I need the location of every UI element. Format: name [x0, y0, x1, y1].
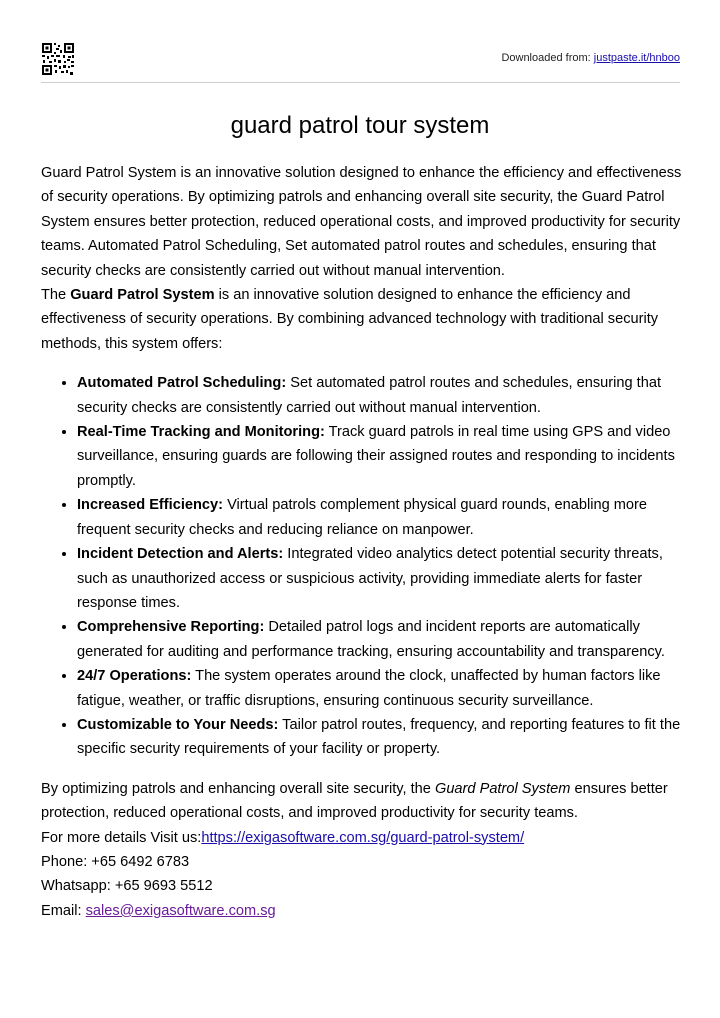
feature-title: Customizable to Your Needs:: [77, 716, 279, 733]
feature-text: Set automated patrol routes and schedules, ensuring that security checks are consistently carried out without manual intervention.: [77, 375, 662, 416]
qr-code-icon: [41, 42, 75, 76]
intro-paragraph: Guard Patrol System is an innovative solution designed to enhance the efficiency and effectiveness of security operations. By optimizing patrols and enhancing overall site security, the Guard Patrol System ensures better protection, reduced operational costs, and improved productivity for security teams. Automated Patrol Scheduling, Set automated patrol routes and schedules, ensuring that security checks are consistently carried out without manual intervention.: [41, 165, 682, 279]
system-paragraph: [41, 283, 686, 356]
feature-text: Tailor patrol routes, frequency, and reporting features to fit the specific security requirements of your facility or property.: [77, 716, 681, 758]
list-item: [77, 420, 686, 493]
downloaded-from: [501, 52, 680, 64]
phone-line: Phone: +65 6492 6783: [41, 853, 190, 870]
details-label: For more details Visit us:: [41, 829, 202, 846]
feature-text: Detailed patrol logs and incident reports are automatically generated for auditing and performance tracking, ensuring accountability and transparency.: [77, 619, 665, 660]
whatsapp-line: Whatsapp: +65 9693 5512: [41, 878, 213, 895]
feature-title: Incident Detection and Alerts:: [77, 546, 284, 563]
closing-paragraph: [41, 777, 686, 826]
page-title: guard patrol tour system: [230, 112, 490, 139]
list-item: [77, 371, 686, 420]
source-link[interactable]: justpaste.it/hnboo: [593, 52, 680, 64]
feature-title: Increased Efficiency:: [77, 497, 224, 514]
system-paragraph-prefix: The: [41, 287, 71, 304]
feature-text: Integrated video analytics detect potential security threats, such as unauthorized access or suspicious activity, providing immediate alerts for faster response times.: [77, 546, 663, 611]
list-item: [77, 664, 686, 713]
system-name-italic: Guard Patrol System: [434, 780, 571, 797]
system-name-bold: Guard Patrol System: [70, 287, 215, 304]
closing-prefix: By optimizing patrols and enhancing overall site security, the: [41, 780, 435, 797]
website-link[interactable]: https://exigasoftware.com.sg/guard-patrol-system/: [201, 829, 525, 846]
list-item: [77, 493, 686, 542]
features-list: [41, 371, 686, 762]
feature-text: The system operates around the clock, unaffected by human factors like fatigue, weather, or traffic disruptions, ensuring continuous security surveillance.: [77, 668, 661, 709]
list-item: [77, 713, 686, 762]
feature-text: Track guard patrols in real time using GPS and video surveillance, ensuring guards are following their assigned routes and responding to incidents promptly.: [77, 424, 675, 489]
downloaded-from-label: Downloaded from:: [501, 52, 594, 64]
list-item: [77, 542, 686, 615]
email-link[interactable]: sales@exigasoftware.com.sg: [85, 902, 276, 919]
feature-title: 24/7 Operations:: [77, 668, 192, 685]
system-paragraph-suffix: is an innovative solution designed to enhance the efficiency and effectiveness of security operations. By combining advanced technology with traditional security methods, this system offers:: [41, 287, 659, 352]
email-line: [41, 899, 686, 923]
feature-title: Comprehensive Reporting:: [77, 619, 265, 636]
article-body: [41, 161, 686, 923]
feature-text: Virtual patrols complement physical guard rounds, enabling more frequent security checks and reducing reliance on manpower.: [77, 497, 648, 538]
details-line: [41, 826, 686, 850]
closing-suffix: ensures better protection, reduced operational costs, and improved productivity for security teams.: [41, 780, 668, 822]
email-label: Email:: [41, 902, 86, 919]
page-header: [41, 42, 680, 83]
feature-title: Automated Patrol Scheduling:: [77, 375, 287, 392]
list-item: [77, 615, 686, 664]
feature-title: Real-Time Tracking and Monitoring:: [77, 424, 325, 441]
